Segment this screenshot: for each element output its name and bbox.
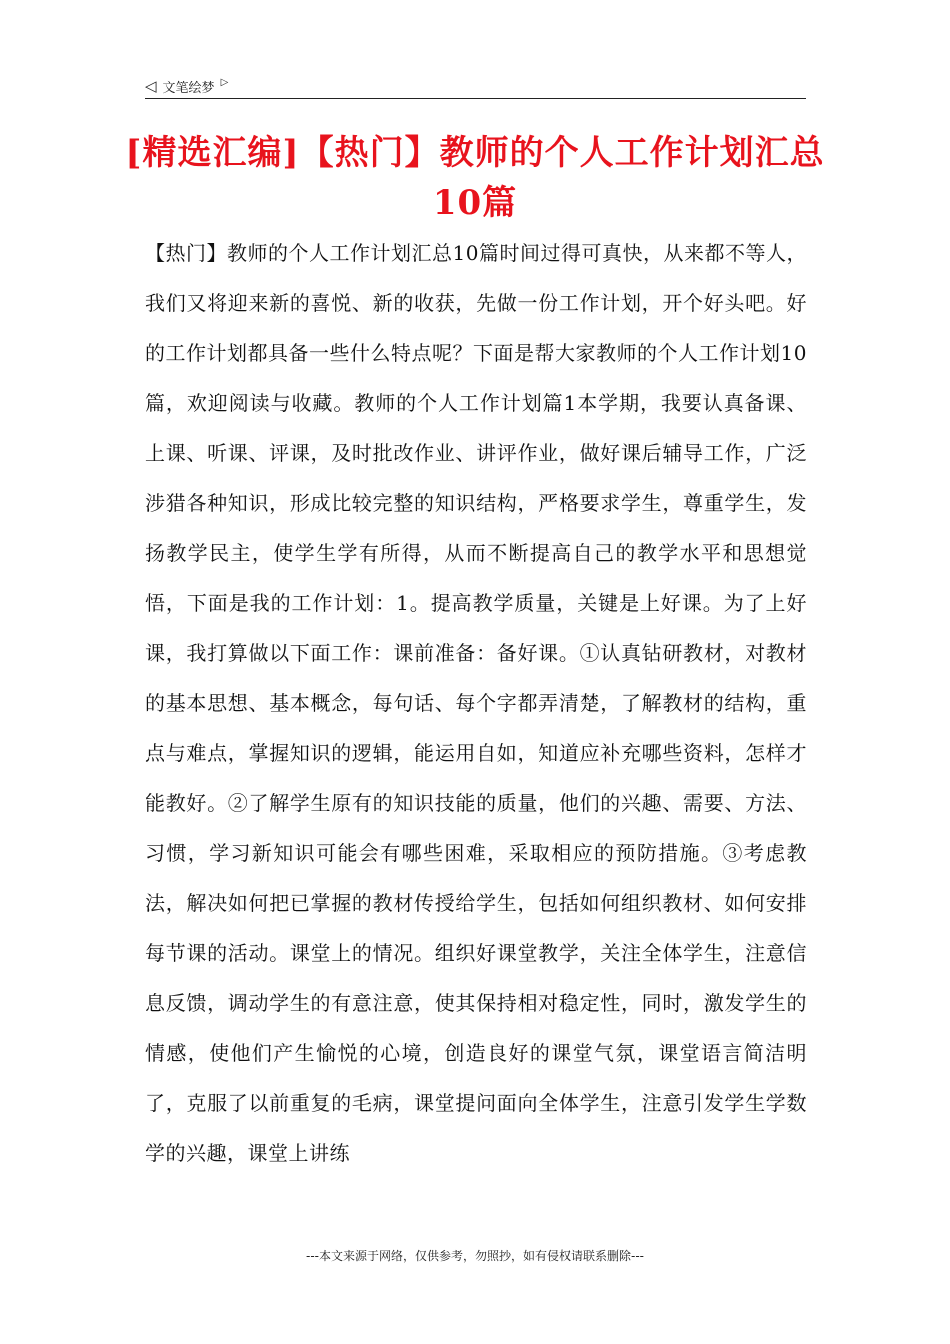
left-triangle-icon: ◁ (145, 76, 157, 95)
header-brand: 文笔绘梦 (162, 80, 215, 96)
document-title: [精选汇编]【热门】教师的个人工作计划汇总10篇 (125, 133, 825, 223)
header-divider (145, 98, 806, 99)
document-body: 【热门】教师的个人工作计划汇总10篇时间过得可真快，从来都不等人，我们又将迎来新的喜悦、新的收获，先做一份工作计划，开个好头吧。好的工作计划都具备一些什么特点呢？下面是帮大家教师的个人工作计划10篇，欢迎阅读与收藏。教师的个人工作计划篇1本学期，我要认真备课、上课、听课、评课，及时批改作业、讲评作业，做好课后辅导工作，广泛涉猎各种知识，形成比较完整的知识结构，严格要求学生，尊重学生，发扬教学民主，使学生学有所得，从而不断提高自己的教学水平和思想觉悟，下面是我的工作计划：1。提高教学质量，关键是上好课。为了上好课，我打算做以下面工作：课前准备：备好课。①认真钻研教材，对教材的基本思想、基本概念，每句话、每个字都弄清楚，了解教材的结构，重点与难点，掌握知识的逻辑，能运用自如，知道应补充哪些资料，怎样才能教好。②了解学生原有的知识技能的质量，他们的兴趣、需要、方法、习惯，学习新知识可能会有哪些困难，采取相应的预防措施。③考虑教法，解决如何把已掌握的教材传授给学生，包括如何组织教材、如何安排每节课的活动。课堂上的情况。组织好课堂教学，关注全体学生，注意信息反馈，调动学生的有意注意，使其保持相对稳定性，同时，激发学生的情感，使他们产生愉悦的心境，创造良好的课堂气氛，课堂语言简洁明了，克服了以前重复的毛病，课堂提问面向全体学生，注意引发学生学数学的兴趣，课堂上讲练 (145, 241, 807, 1165)
right-triangle-icon: ▷ (220, 77, 229, 88)
page-footer: ---本文来源于网络，仅供参考，勿照抄，如有侵权请联系删除--- (306, 1249, 644, 1263)
page-header (145, 74, 805, 98)
